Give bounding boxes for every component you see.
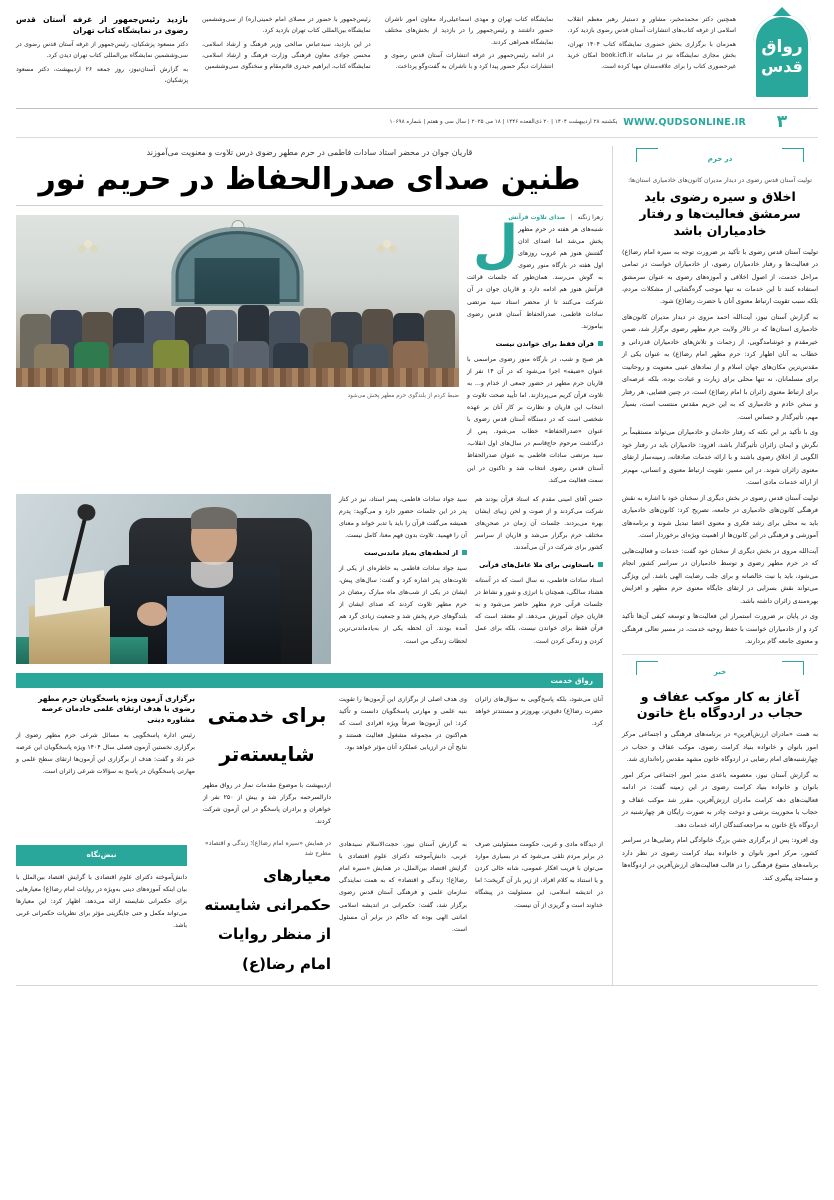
lead-sub-3-body: سید جواد سادات فاطمی به خاطره‌ای از یکی از تلاوت‌های پدر اشاره کرد و گفت: سال‌های پیش، ایشان در یکی از شب‌های ماه مبارک رمضان در حرم مطهر تلاوت کردند که صدای ایشان از بلندگوهای حرم پخش شد و جمعیت زیادی گرد هم آمده بودند. آن لحظه یکی از به‌یادماندنی‌ترین لحظات زندگی من است. bbox=[339, 564, 467, 645]
top-col-2-p2: در این بازدید، سیدعباس صالحی وزیر فرهنگ و ارشاد اسلامی، محسن جوادی معاون فرهنگی وزارت فرهنگ و ارشاد اسلامی، نمایشگاه کتاب، ابراهیم حیدری قائم‌مقام و سخنگوی سی‌وششمین bbox=[202, 40, 371, 71]
news-body-text bbox=[622, 728, 818, 884]
lead-intro: شنبه‌های هر هفته در حرم مطهر پخش می‌شد اما اصدای اذان گفتنش هنوز هم غروب روزهای اول هفته در بارگاه منور رضوی به گوش می‌رسد. همان‌طور که جلسات قرائت قرآنش هنوز هم ادامه دارد و قاریان جوان در آن شرکت می‌کنند تا از محضر استاد سید مرتضی سادات فاطمی، صدرالحفاظ آستان قدس رضوی بیاموزند. bbox=[467, 226, 603, 330]
top-strip-headline: بازدید رئیس‌جمهور از غرفه آستان قدس رضوی در نمایشگاه کتاب تهران bbox=[16, 15, 189, 35]
gov-col-1-text: دانش‌آموخته دکترای علوم اقتصادی با گرایش اقتصاد بین‌الملل با بیان اینکه آموزه‌های دینی به‌ویژه در روایات امام رضا(ع) معیارهایی برای حکمرانی شایسته ارائه می‌دهد، اظهار کرد: این معیارها می‌تواند مکمل و حتی جایگزینی مؤثر برای نظریات حکمرانی غربی باشد. bbox=[16, 873, 187, 929]
lead-sub-heading-1 bbox=[467, 338, 603, 351]
service-col-4-text: آنان می‌شود، بلکه پاسخ‌گویی به سؤال‌های زائران حضرت رضا(ع) دقیق‌تر، بهروزتر و مستندتر خواهد کرد. bbox=[475, 695, 603, 727]
lead-sub-2-body: استاد سادات فاطمی، نه سال است که در آستانه هشتاد سالگی، همچنان با انرژی و شور و نشاط در جلسات قرآنی حرم مطهر حاضر می‌شود و به قاریان جوان آموزش می‌دهد. او معتقد است که قرآن فقط برای خواندن نیست، بلکه برای عمل کردن و زندگی کردن است. bbox=[475, 577, 603, 645]
top-col-4-p2: همزمان با برگزاری بخش حضوری نمایشگاه کتاب ۱۴۰۴ تهران، بخش مجازی نمایشگاه نیز در سامانه book.icfi.ir امکان خرید غیرحضوری کتاب را برای علاقه‌مندان مهیا کرده است. bbox=[567, 40, 736, 71]
lead-sub-2-text: باسخاوتی برای ملا عامل‌های قرآنی bbox=[479, 561, 594, 570]
bracket-right-icon-2 bbox=[782, 661, 804, 675]
right-p2: به گزارش آستان نیوز، آیت‌الله احمد مروی در دیدار مدیران کانون‌های خادمیاری استان‌ها که در تالار ولایت حرم مطهر رضوی برگزار شد، ضمن خیرمقدم و خوشامدگویی، از زحمات و تلاش‌های خادمیاران قدردانی و خطاب به آنان اظهار کرد: حرم مطهر امام رضا(ع) به عنوان یکی از مقدس‌ترین مکان‌های جهان اسلام و از نمادهای عینی معنویت و روحانیت برای مسلمانان، نه تنها محلی برای زیارت و عبادت بوده، بلکه عرصه‌ای برای ارتباط معنوی زائران با امام رضا(ع) است. در چنین فضایی، هر رفتار و سخن خادم و خادمیاری که به این حریم مقدس منتسب است، بسیار مهم، تأثیرگذار و حساس است. bbox=[622, 312, 818, 421]
photo-caption: ضبط کردم از بلندگوی حرم مطهر پخش می‌شود bbox=[347, 392, 459, 399]
carpet bbox=[16, 368, 459, 387]
nabz-negah-tag: نبض‌نگاه bbox=[16, 845, 187, 865]
right-p5: آیت‌الله مروی در بخش دیگری از سخنان خود گفت: خدمات و فعالیت‌هایی که در حرم مطهر رضوی و توسط خادمیاران در سراسر کشور انجام می‌شود، باید با نیت خالصانه و برای جلب رضایت الهی باشد. این ویژگی می‌تواند نقش بسزایی در ارتقای جایگاه معنوی حرم مطهر و افزایش بهره‌مندی زائران داشته باشد. bbox=[622, 546, 818, 605]
bullet-square-icon-3 bbox=[462, 550, 467, 555]
gov-col-3-text: از دیدگاه مادی و غربی، حکومت مسئولیتی صرف در برابر مردم تلقی می‌شود که در بسیاری موارد می‌توان با فریب افکار عمومی، شانه خالی کردن و یا استناد به کلام افراد، از زیر بار آن گریخت؛ اما در اندیشه اسلامی، این مسئولیت در پیشگاه خداوند است و گریزی از آن نیست. bbox=[475, 841, 603, 909]
service-col-1-text: رئیس اداره پاسخگویی به مسائل شرعی حرم مطهر رضوی از برگزاری نخستین آزمون فصلی سال ۱۴۰۴ ویژه پاسخگویان این عرصه خبر داد و گفت: هدف از برگزاری این آزمون‌ها ارتقای سطح علمی و مهارتی پاسخگویان در پاسخ به سؤالات شرعی زائران است. bbox=[16, 731, 195, 776]
lead-sub-1-body: هر صبح و شب، در بارگاه منور رضوی مراسمی با عنوان «ضیفه» اجرا می‌شود که در آن ۱۴ نفر از قاریان حرم مطهر در حضور جمعی از خدام و... به تلاوت قرآن کریم می‌پردازند. اما تأیید صحت تلاوت و انتخاب این قاریان و نظارت بر کار آنان بر عهده شخصی است که در دستگاه آستان قدس رضوی با عنوان «صدرالحفاظ» خطاب می‌شود. پس از درگذشت مرحوم حاج‌قاسم در سال‌های اول انقلاب، سید مرتضی سادات فاطمی به عنوان صدرالحفاظ آستان قدس رضوی انتخاب شد و تاکنون در این سمت فعالیت می‌کند. bbox=[467, 355, 603, 484]
mosque-interior-image bbox=[16, 215, 459, 387]
lead-sub-1-text: قرآن فقط برای خواندن نیست bbox=[495, 339, 594, 348]
lead-col-left bbox=[467, 213, 603, 490]
service-col-1 bbox=[16, 694, 195, 782]
speaker-photo-col bbox=[16, 494, 331, 667]
gov-col-2 bbox=[339, 839, 467, 939]
lead-col-b bbox=[339, 494, 467, 651]
right-body-text bbox=[622, 246, 818, 648]
lead-grid-top bbox=[16, 213, 603, 490]
masthead-logo bbox=[746, 14, 818, 100]
service-kicker: برگزاری آزمون ویژه پاسخگویان حرم مطهر رضوی با هدف ارتقای علمی خادمان عرصه مشاوره دینی bbox=[38, 693, 195, 725]
news-headline: آغاز به کار موکب عفاف و حجاب در اردوگاه باغ خاتون bbox=[636, 688, 804, 721]
section-tag-dar-haram bbox=[622, 148, 818, 170]
service-headline: برای خدمتی شایسته‌تر bbox=[207, 702, 327, 766]
right-p4: تولیت آستان قدس رضوی در بخش دیگری از سخنان خود با اشاره به نقش فرهنگی کانون‌های خادمیاری در جامعه، تصریح کرد: کانون‌های خادمیاری باید به محلی برای رشد فکری و معنوی اعضا تبدیل شوند و برنامه‌های آموزشی و فرهنگی در این کانون‌ها از اهمیت ویژه‌ای برخوردار است. bbox=[622, 493, 818, 540]
dropcap-letter: ل bbox=[473, 215, 519, 276]
top-col-1-p1: دکتر مسعود پزشکیان، رئیس‌جمهور از غرفه آستان قدس رضوی در سی‌وششمین نمایشگاه بین‌المللی کتاب تهران دیدن کرد. bbox=[16, 41, 189, 60]
logo-line-1: رواق bbox=[761, 36, 803, 57]
lead-col-a-text: حسن آقای امینی مقدم که استاد قرآن بودند هم شرکت می‌کردند و از صوت و لحن زیبای ایشان بهره می‌بردند. جلسات آن زمان در صحن‌های مختلف حرم برگزار می‌شد و قاریان از سراسر کشور برای شرکت در آن می‌آمدند. bbox=[475, 495, 603, 552]
right-p3: وی با تأکید بر این نکته که رفتار خادمان و خادمیاران می‌تواند مستقیماً بر نگرش و ایمان زائران تأثیرگذار باشد، افزود: خادمیاران باید در رفتار خود الگویی از اخلاق رضوی باشند و با ارائه خدمات صادقانه، زمینه‌ساز ارتقای معنوی زائران شوند. در این مسیر، تقویت ارتباط معنوی و انسانی، مهم‌تر از ارائه خدمات مادی است. bbox=[622, 428, 818, 487]
lead-sub-heading-2 bbox=[475, 559, 603, 572]
logo-line-2: قدس bbox=[761, 56, 803, 76]
main-body bbox=[0, 138, 834, 985]
right-p6: وی در پایان بر ضرورت استمرار این فعالیت‌ها و توسعه کیفی آن‌ها تأکید کرد و از خادمیاران خواست با حفظ روحیه خدمت، در مسیر تعالی فرهنگی و معنوی جامعه گام بردارند. bbox=[622, 612, 818, 646]
gov-col-title bbox=[195, 839, 331, 985]
shirt bbox=[167, 596, 224, 664]
news-p2: به گزارش آستان نیوز، معصومه باعدی مدیر امور اجتماعی مرکز امور بانوان و خانواده بنیاد کرامت رضوی در این زمینه گفت: در ادامه فعالیت‌های دهه کرامت مادران ارزش‌آفرین، مقرر شد موکب عفاف و حجاب با محوریت برشی و دوخت چادر به صورت رایگان هر چهارشنبه در اردوگاه باغ خاتون به مراجعه‌کنندگان ارائه خدمات دهد. bbox=[622, 770, 818, 829]
byline-separator: | bbox=[570, 214, 573, 221]
website-url[interactable]: WWW.QUDSONLINE.IR bbox=[623, 116, 746, 128]
chandelier-right bbox=[377, 239, 397, 255]
right-p1: تولیت آستان قدس رضوی با تأکید بر ضرورت توجه به سیره امام رضا(ع) در فعالیت‌ها و رفتار خادمیاران رضوی، از خادمیاران خواست در تمامی مراحل خدمت، از اصول اخلاقی و آموزه‌های رضوی به عنوان سرمشق استفاده کنند تا این خدمات نه تنها موجب گره‌گشایی از مشکلات مردم، بلکه سبب تقویت ارتباط معنوی آنان با حضرت رضا(ع) شود. bbox=[622, 247, 818, 306]
lead-kicker: قاریان جوان در محضر استاد سادات فاطمی در حرم مطهر رضوی درس تلاوت و معنویت می‌آموزند bbox=[146, 148, 473, 157]
gov-col-1 bbox=[16, 839, 187, 935]
lead-sub-heading-3 bbox=[339, 547, 467, 560]
gov-headline: معیارهای حکمرانی شایسته از منظر روایات امام رضا(ع) bbox=[204, 866, 331, 973]
service-col-3-text: وی هدف اصلی از برگزاری این آزمون‌ها را تقویت بنیه علمی و مهارتی پاسخگویان دانست و تأکید کرد: این آزمون‌ها صرفاً ویژه افرادی است که هم‌اکنون در مجموعه مشغول فعالیت هستند و نتایج آن در ارزیابی عملکرد آنان مؤثر خواهد بود. bbox=[339, 695, 467, 752]
governance-grid bbox=[16, 839, 603, 985]
right-divider bbox=[622, 654, 818, 655]
lead-photo-col bbox=[16, 213, 459, 402]
bullet-square-icon-2 bbox=[598, 562, 603, 567]
top-col-3 bbox=[385, 14, 554, 88]
quds-arch-logo bbox=[753, 14, 811, 100]
service-col-4 bbox=[475, 694, 603, 733]
top-col-3-p1: نمایشگاه کتاب تهران و مهدی اسماعیلی‌راد معاون امور ناشران حضور داشتند و رئیس‌جمهور را در بازدید از بخش‌های مختلف نمایشگاه همراهی کردند. bbox=[384, 16, 554, 46]
top-col-1 bbox=[16, 14, 188, 88]
lead-col-a bbox=[475, 494, 603, 651]
lead-title-divider bbox=[16, 205, 603, 206]
chandelier-left bbox=[78, 239, 98, 255]
lead-col-b-text: سید جواد سادات فاطمی، پسر استاد، نیز در کنار پدر در این جلسات حضور دارد و می‌گوید: پدرم همیشه می‌گفت قرآن را باید با تدبر خواند و معنای آن را فهمید. تلاوت بدون فهم معنا، کامل نیست. bbox=[339, 495, 467, 540]
service-col-3 bbox=[339, 694, 467, 757]
top-col-2 bbox=[202, 14, 371, 88]
speaker-hair bbox=[191, 507, 237, 529]
bracket-left-icon-2 bbox=[636, 661, 658, 675]
byline-label: صدای تلاوت قرآنش bbox=[508, 214, 566, 221]
top-col-2-p1: رئیس‌جمهور با حضور در مصلای امام خمینی(ره) از سی‌وششمین نمایشگاه بین‌المللی کتاب تهران بازدید کرد. bbox=[202, 16, 371, 35]
top-col-4-p1: همچنین دکتر محمدمخبر، مشاور و دستیار رهبر معظم انقلاب اسلامی از غرفه کتاب‌های انتشارات آستان قدس رضوی بازدید کرد. bbox=[567, 16, 736, 35]
speaker-image bbox=[16, 494, 331, 664]
news-section-label: خبر bbox=[708, 668, 732, 676]
lead-headline: طنین صدای صدرالحفاظ در حریم نور bbox=[38, 162, 581, 197]
gov-kicker: در همایش «سیره امام رضا(ع)؛ زندگی و اقتصاد» مطرح شد bbox=[204, 840, 331, 858]
main-column bbox=[16, 146, 612, 985]
news-p3: وی افزود: پس از برگزاری جشن بزرگ خانوادگی امام رضایی‌ها در سراسر کشور، مرکز امور بانوان و خانواده بنیاد کرامت رضوی در نظر دارد برنامه‌های متنوع فرهنگی را در قالب فعالیت‌های ارزش‌آفرین در اردوگاه‌ها و مساجد پیگیری کند. bbox=[622, 836, 818, 882]
section-label: در حرم bbox=[702, 155, 739, 163]
top-col-1-p2: به گزارش آستان‌نیوز، روز جمعه ۲۶ اردیبهشت، دکتر مسعود پزشکیان، bbox=[16, 65, 189, 84]
group-photo bbox=[16, 215, 459, 387]
speaker-beard bbox=[191, 562, 233, 588]
service-section-bar: رواق خدمت bbox=[16, 673, 603, 688]
top-strip-columns bbox=[16, 14, 736, 88]
top-col-4 bbox=[567, 14, 736, 88]
page-number: ۳ bbox=[776, 112, 788, 132]
gov-col-2-text: به گزارش آستان نیوز، حجت‌الاسلام سیدهادی عربی، دانش‌آموخته دکترای علوم اقتصادی با گرایش اقتصاد بین‌الملل، در همایش «سیره امام رضا(ع)؛ زندگی و اقتصاد» که به همت نمایندگی سازمان علمی و فرهنگی آستان قدس رضوی برگزار شد، گفت: حکمرانی در اندیشه اسلامی امانتی الهی بوده که حاکم در برابر آن مسئول است. bbox=[339, 841, 467, 933]
folio-bar bbox=[0, 109, 834, 137]
top-col-3-p2: در ادامه رئیس‌جمهور در غرفه انتشارات آستان قدس رضوی و انتشارات دیگر حضور پیدا کرد و با ناشران به گفت‌وگو پرداخت. bbox=[384, 51, 554, 71]
right-headline: اخلاق و سیره رضوی باید سرمشق فعالیت‌ها و رفتار خادمیاران باشد bbox=[639, 188, 801, 238]
news-p1: به همت «مادران ارزش‌آفرین» در برنامه‌های فرهنگی و اجتماعی مرکز امور بانوان و خانواده بنیاد کرامت رضوی، موکب عفاف و حجاب در چهارشنبه‌های امام رضایی در اردوگاه خاتون مشهد مقدس راه‌اندازی شد. bbox=[622, 730, 818, 764]
byline-author: زهرا زنگنه bbox=[577, 214, 603, 221]
service-col-2-text: اردیبهشت با موضوع مقدمات نماز در رواق مطهر دارالسرحمه برگزار شد و بیش از ۲۵۰ نفر از خواهران و برادران پاسخگو در این آزمون شرکت کردند. bbox=[203, 781, 331, 826]
right-kicker: تولیت آستان قدس رضوی در دیدار مدیران کانون‌های خادمیاری استان‌ها: bbox=[628, 177, 812, 184]
top-strip bbox=[0, 0, 834, 106]
section-tag-khabar bbox=[622, 661, 818, 683]
issue-date-line: یکشنبه ۲۸ اردیبهشت ۱۴۰۴ | ۲۰ ذی‌القعده ۱۴۴۶ | ۱۸ می ۲۰۲۵ | سال سی و هفتم | شماره ۱۰۶۹۸ bbox=[389, 119, 618, 125]
gov-col-3 bbox=[475, 839, 603, 915]
speaker-photo bbox=[16, 494, 331, 664]
service-col-2 bbox=[203, 694, 331, 831]
lead-sub-3-text: از لحظه‌های به‌یاد ماندنی‌ست bbox=[364, 549, 458, 558]
bullet-square-icon-1 bbox=[598, 341, 603, 346]
bracket-right-icon bbox=[782, 148, 804, 162]
service-grid bbox=[16, 694, 603, 831]
lead-grid-bottom bbox=[16, 494, 603, 667]
right-column bbox=[612, 146, 818, 985]
footer-divider bbox=[16, 985, 818, 986]
bracket-left-icon bbox=[636, 148, 658, 162]
